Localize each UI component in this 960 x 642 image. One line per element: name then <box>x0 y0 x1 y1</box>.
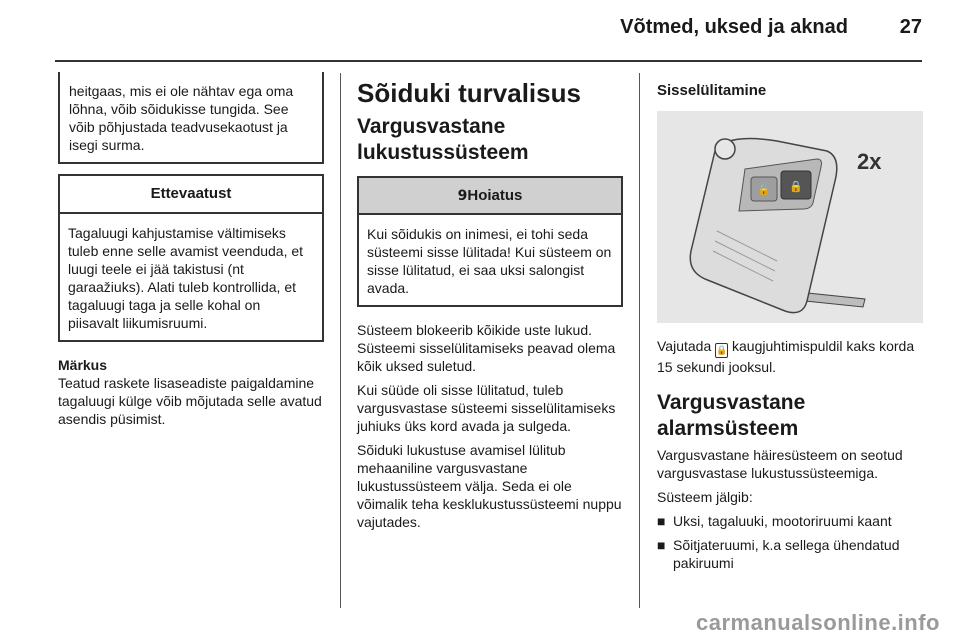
activation-subheading: Sisselülitamine <box>657 82 767 99</box>
column-left <box>58 72 324 428</box>
paragraph: Vargusvastane häiresüsteem on seotud vargusvastase lukustussüsteemiga. <box>657 447 903 481</box>
column-right <box>657 72 923 578</box>
key-ring <box>715 139 735 159</box>
paragraph: Süsteem blokeerib kõikide uste lukud. Süsteemi sisselülitamiseks peavad olema kõik uksed suletud. <box>357 322 616 374</box>
alarm-heading: Vargusvastane alarmsüsteem <box>657 391 806 440</box>
warning-title: Hoiatus <box>467 187 523 204</box>
note-text: Teatud raskete lisaseadiste paigaldamine tagaluugi külge võib mõjutada selle avatud asendis püsimist. <box>58 375 322 427</box>
list-item <box>657 512 923 530</box>
bullet-square-icon: ■ <box>657 513 666 529</box>
warning-header <box>359 178 621 215</box>
list-item-text: Uksi, tagaluuki, mootoriruumi kaant <box>673 513 892 529</box>
key-fob-figure <box>657 111 923 323</box>
note-block <box>58 356 324 428</box>
caution-text: Tagaluugi kahjustamise vältimiseks tuleb enne selle avamist veenduda, et luugi teele ei jää takistusi (nt garaažiuks). Alati tuleb kontrollida, et tagaluugi taga ja selle kohal on piisavalt liikumisruumi. <box>68 225 304 331</box>
paragraph: Kui süüde oli sisse lülitatud, tuleb vargusvastase süsteemi sisselülitamiseks juhiuks üks kord avada ja sulgeda. <box>357 382 616 434</box>
immobilizer-subheading: Vargusvastane lukustussüsteem <box>357 115 529 164</box>
watermark: carmanualsonline.info <box>696 610 940 635</box>
bullet-square-icon: ■ <box>657 537 666 553</box>
press-count-label: 2x <box>857 149 882 174</box>
continued-warning-box <box>58 72 324 164</box>
svg-text:🔒: 🔒 <box>789 180 803 193</box>
warning-text: Kui sõidukis on inimesi, ei tohi seda süsteemi sisse lülitada! Kui süsteem on sisse lülitatud, ei saa uksi salongist avada. <box>367 226 612 296</box>
paragraph: Sõiduki lukustuse avamisel lülitub mehaaniline vargusvastane lukustussüsteem välja. Seda ei ole võimalik teha kesklukustussüsteemi nuppu vajutades. <box>357 442 622 530</box>
paragraph: Süsteem jälgib: <box>657 489 753 505</box>
instruction-pre: Vajutada <box>657 338 712 354</box>
caution-title: Ettevaatust <box>60 176 322 214</box>
header-rule <box>55 60 922 62</box>
column-divider <box>639 73 640 608</box>
immobilizer-text <box>357 321 623 531</box>
list-item <box>657 536 923 572</box>
security-heading: Sõiduki turvalisus <box>357 78 581 108</box>
caution-box <box>58 174 324 342</box>
instruction-post: kaugjuhtimispuldil kaks korda 15 sekundi jooksul. <box>657 338 915 375</box>
lock-button-icon: 🔒 <box>715 343 728 358</box>
page-number: 27 <box>899 16 922 38</box>
warning-box <box>357 176 623 307</box>
note-label: Märkus <box>58 357 108 373</box>
column-divider <box>340 73 341 608</box>
svg-text:🔓: 🔓 <box>757 185 771 196</box>
list-item-text: Sõitjateruumi, k.a sellega ühendatud pakiruumi <box>673 537 900 571</box>
warning-triangle-icon: 9 <box>457 188 468 204</box>
continued-warning-text: heitgaas, mis ei ole nähtav ega oma lõhna, võib sõidukisse tungida. See võib põhjustada teadvusekaotust ja isegi surma. <box>69 83 294 153</box>
activation-instruction <box>657 337 923 376</box>
column-middle <box>357 72 623 537</box>
section-title: Võtmed, uksed ja aknad <box>620 16 848 38</box>
key-fob-illustration <box>657 111 923 323</box>
